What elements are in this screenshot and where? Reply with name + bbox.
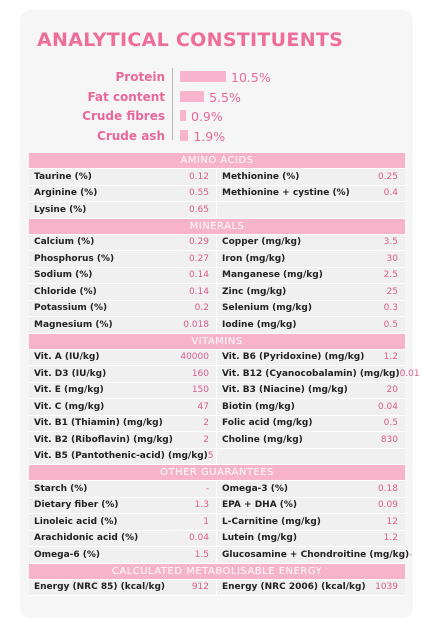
row-label: Methionine + cystine (%) bbox=[222, 188, 350, 199]
row-value: 0.09 bbox=[377, 500, 398, 511]
row-label: Potassium (%) bbox=[34, 303, 108, 314]
row-value: 20 bbox=[386, 385, 398, 396]
table-row bbox=[217, 186, 405, 203]
summary-bar bbox=[180, 130, 188, 141]
column-right bbox=[217, 580, 405, 597]
row-label: Copper (mg/kg) bbox=[222, 237, 302, 248]
table-row bbox=[217, 301, 405, 318]
row-value: 0.25 bbox=[377, 171, 398, 182]
row-value: 0.65 bbox=[188, 204, 209, 215]
table-row bbox=[29, 301, 217, 318]
row-label: Phosphorus (%) bbox=[34, 253, 115, 264]
row-value: 912 bbox=[191, 582, 209, 593]
row-value: 5 bbox=[207, 451, 214, 462]
row-value: 0.14 bbox=[188, 270, 209, 281]
row-value: 160 bbox=[191, 368, 209, 379]
row-label: Iron (mg/kg) bbox=[222, 253, 286, 264]
table-row bbox=[217, 251, 405, 268]
row-value: 47 bbox=[197, 401, 209, 412]
summary-row-fat-content bbox=[40, 88, 380, 108]
table-row bbox=[29, 498, 217, 515]
row-value: 30 bbox=[386, 253, 398, 264]
row-value: 1.3 bbox=[194, 500, 209, 511]
row-label: Methionine (%) bbox=[222, 171, 300, 182]
table-row bbox=[29, 432, 217, 449]
summary-label: Protein bbox=[115, 70, 165, 84]
row-value: 0.2 bbox=[194, 303, 209, 314]
summary-value: 5.5% bbox=[209, 89, 241, 105]
constituents-tables bbox=[29, 153, 420, 596]
column-left bbox=[29, 169, 217, 219]
summary-label: Fat content bbox=[87, 89, 165, 104]
table-row bbox=[29, 399, 217, 416]
table-row bbox=[29, 350, 217, 367]
table-row bbox=[217, 284, 405, 301]
row-label: Vit. B2 (Riboflavin) (mg/kg) bbox=[34, 434, 173, 445]
row-value: 40000 bbox=[180, 352, 209, 363]
column-right bbox=[217, 235, 405, 334]
section-header: CALCULATED METABOLISABLE ENERGY bbox=[29, 564, 405, 580]
row-label: Vit. B1 (Thiamin) (mg/kg) bbox=[34, 418, 163, 429]
table-row bbox=[29, 531, 217, 548]
row-value: 3.5 bbox=[383, 237, 398, 248]
row-value: 0.27 bbox=[188, 253, 209, 264]
row-label: L-Carnitine (mg/kg) bbox=[222, 516, 321, 527]
row-label: Arginine (%) bbox=[34, 188, 98, 199]
row-value: 2.5 bbox=[383, 270, 398, 281]
row-label: Dietary fiber (%) bbox=[34, 500, 119, 511]
summary-label: Crude fibres bbox=[82, 109, 165, 123]
table-row bbox=[29, 169, 217, 186]
table-row bbox=[29, 580, 217, 597]
row-label: Taurine (%) bbox=[34, 171, 92, 182]
table-row bbox=[217, 531, 405, 548]
row-label: Sodium (%) bbox=[34, 270, 93, 281]
row-value: - bbox=[205, 483, 209, 494]
summary-value: 10.5% bbox=[231, 70, 271, 85]
row-value: 2 bbox=[203, 434, 209, 445]
table-row bbox=[29, 416, 217, 433]
table-row bbox=[29, 202, 217, 219]
row-label: EPA + DHA (%) bbox=[222, 500, 298, 511]
row-label: Arachidonic acid (%) bbox=[34, 533, 139, 544]
row-value: 0.3 bbox=[383, 303, 398, 314]
row-label: Chloride (%) bbox=[34, 286, 97, 297]
row-value: 0.12 bbox=[188, 171, 209, 182]
row-label: Vit. D3 (IU/kg) bbox=[34, 368, 107, 379]
table-row bbox=[217, 366, 420, 383]
section-other-guarantees bbox=[29, 465, 413, 564]
column-left bbox=[29, 481, 217, 564]
row-label: Vit. B5 (Pantothenic-acid) (mg/kg) bbox=[34, 451, 208, 462]
row-label: Vit. B3 (Niacine) (mg/kg) bbox=[222, 385, 348, 396]
summary-label: Crude ash bbox=[97, 128, 165, 143]
row-label: Vit. B12 (Cyanocobalamin) (mg/kg) bbox=[222, 368, 400, 379]
row-value: 150 bbox=[191, 385, 209, 396]
table-row bbox=[217, 235, 405, 252]
table-row bbox=[217, 547, 413, 564]
summary-value: 0.9% bbox=[191, 109, 223, 124]
row-value: 1.2 bbox=[383, 352, 398, 363]
row-label: Manganese (mg/kg) bbox=[222, 270, 323, 281]
row-value: 830 bbox=[380, 434, 398, 445]
summary-value: 1.9% bbox=[193, 128, 226, 144]
section-vitamins bbox=[29, 334, 420, 466]
table-row bbox=[217, 399, 405, 416]
summary-chart bbox=[40, 68, 380, 146]
column-right bbox=[217, 169, 405, 219]
table-row bbox=[217, 580, 405, 597]
row-label: Choline (mg/kg) bbox=[222, 434, 303, 445]
row-value: 0.5 bbox=[383, 319, 398, 330]
table-row bbox=[29, 449, 217, 466]
section-amino-acids bbox=[29, 153, 405, 219]
row-value: 0.018 bbox=[183, 319, 209, 330]
row-label: Vit. E (mg/kg) bbox=[34, 385, 104, 396]
row-label: Vit. C (mg/kg) bbox=[34, 401, 105, 412]
table-row bbox=[29, 317, 217, 334]
section-header: OTHER GUARANTEES bbox=[29, 465, 405, 481]
section-calculated-metabolisable-energy bbox=[29, 564, 405, 597]
table-row bbox=[217, 350, 405, 367]
table-row bbox=[217, 383, 405, 400]
row-value: 12 bbox=[386, 516, 398, 527]
table-row bbox=[29, 366, 217, 383]
row-label: Vit. B6 (Pyridoxine) (mg/kg) bbox=[222, 352, 365, 363]
table-row bbox=[217, 481, 405, 498]
summary-row-crude-fibres bbox=[40, 107, 380, 127]
column-right bbox=[217, 350, 420, 466]
row-label: Zinc (mg/kg) bbox=[222, 286, 287, 297]
row-value: - bbox=[409, 549, 413, 560]
table-row bbox=[217, 416, 405, 433]
row-label: Biotin (mg/kg) bbox=[222, 401, 295, 412]
table-row bbox=[217, 514, 405, 531]
row-label: Energy (NRC 2006) (kcal/kg) bbox=[222, 582, 366, 593]
row-value: 0.01 bbox=[399, 368, 420, 379]
row-value: 25 bbox=[386, 286, 398, 297]
table-row bbox=[217, 268, 405, 285]
row-label: Lysine (%) bbox=[34, 204, 87, 215]
column-left bbox=[29, 580, 217, 597]
table-row bbox=[29, 481, 217, 498]
row-value: 0.04 bbox=[188, 533, 209, 544]
column-right bbox=[217, 481, 413, 564]
row-label: Omega-6 (%) bbox=[34, 549, 101, 560]
row-label: Glucosamine + Chondroitine (mg/kg) bbox=[222, 549, 410, 560]
table-row bbox=[217, 169, 405, 186]
row-value: 2 bbox=[203, 418, 209, 429]
table-row bbox=[217, 432, 405, 449]
row-value: 0.29 bbox=[188, 237, 209, 248]
column-left bbox=[29, 350, 217, 466]
table-row bbox=[29, 514, 217, 531]
row-value: 0.14 bbox=[188, 286, 209, 297]
row-value: 0.4 bbox=[383, 188, 398, 199]
table-row bbox=[29, 186, 217, 203]
table-row bbox=[217, 202, 405, 219]
table-row bbox=[217, 449, 405, 466]
section-header: MINERALS bbox=[29, 219, 405, 235]
row-value: 1 bbox=[203, 516, 209, 527]
summary-row-protein bbox=[40, 68, 380, 88]
summary-bar bbox=[180, 110, 186, 121]
row-label: Lutein (mg/kg) bbox=[222, 533, 297, 544]
row-label: Energy (NRC 85) (kcal/kg) bbox=[34, 582, 166, 593]
row-label: Magnesium (%) bbox=[34, 319, 113, 330]
column-left bbox=[29, 235, 217, 334]
row-value: 1039 bbox=[375, 582, 398, 593]
row-label: Omega-3 (%) bbox=[222, 483, 289, 494]
table-row bbox=[29, 284, 217, 301]
row-value: 1.5 bbox=[194, 549, 209, 560]
row-label: Selenium (mg/kg) bbox=[222, 303, 312, 314]
section-minerals bbox=[29, 219, 405, 334]
row-value: 0.18 bbox=[377, 483, 398, 494]
row-label: Vit. A (IU/kg) bbox=[34, 352, 100, 363]
table-row bbox=[217, 317, 405, 334]
row-value: 1.2 bbox=[383, 533, 398, 544]
row-label: Calcium (%) bbox=[34, 237, 95, 248]
row-value: 0.55 bbox=[188, 188, 209, 199]
summary-bar bbox=[180, 91, 204, 102]
row-label: Iodine (mg/kg) bbox=[222, 319, 297, 330]
row-value: 0.5 bbox=[383, 418, 398, 429]
table-row bbox=[29, 547, 217, 564]
table-row bbox=[217, 498, 405, 515]
row-label: Folic acid (mg/kg) bbox=[222, 418, 313, 429]
row-label: Linoleic acid (%) bbox=[34, 516, 118, 527]
section-header: AMINO ACIDS bbox=[29, 153, 405, 169]
table-row bbox=[29, 268, 217, 285]
table-row bbox=[29, 383, 217, 400]
summary-row-crude-ash bbox=[40, 127, 380, 147]
section-header: VITAMINS bbox=[29, 334, 405, 350]
row-value: 0.04 bbox=[377, 401, 398, 412]
row-label: Starch (%) bbox=[34, 483, 88, 494]
page-title: ANALYTICAL CONSTITUENTS bbox=[37, 29, 344, 51]
table-row bbox=[29, 235, 217, 252]
table-row bbox=[29, 251, 217, 268]
summary-bar bbox=[180, 71, 226, 82]
